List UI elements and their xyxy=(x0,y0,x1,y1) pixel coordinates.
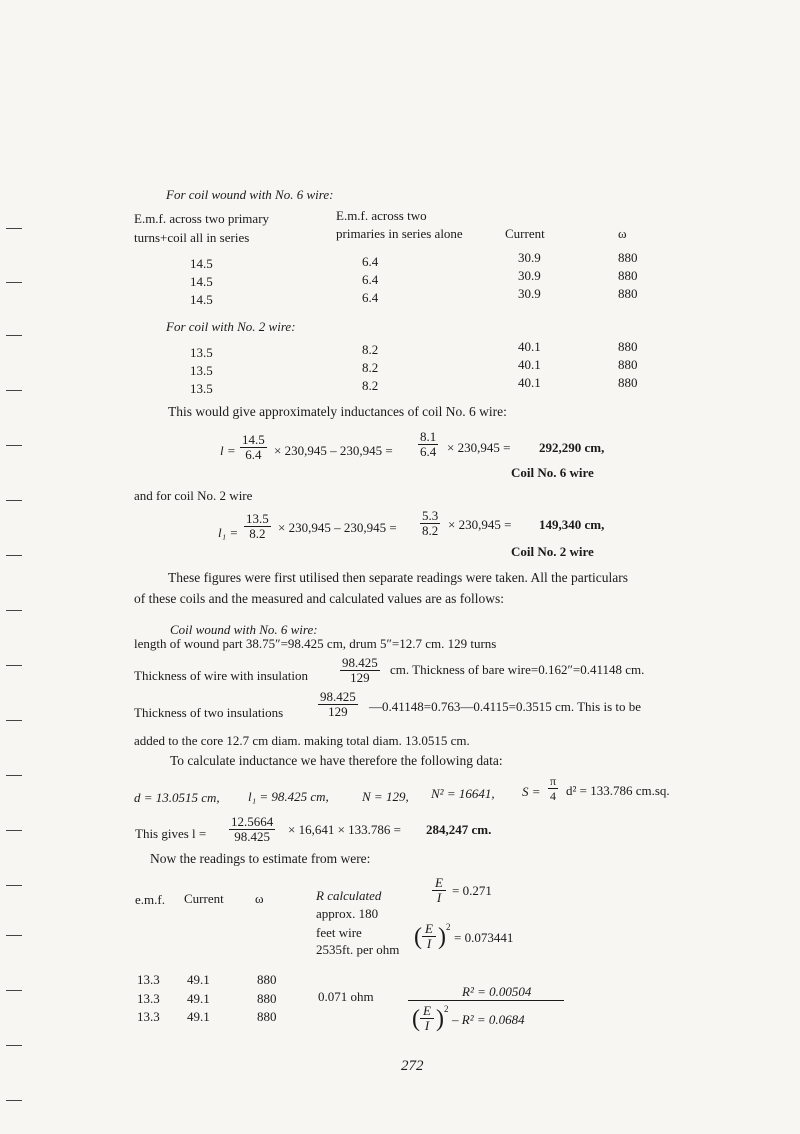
superscript: 2 xyxy=(446,922,451,932)
r-calculated-line: 2535ft. per ohm xyxy=(316,942,400,957)
r-calculated-line: approx. 180 xyxy=(316,906,379,921)
margin-mark xyxy=(6,390,22,391)
superscript: 2 xyxy=(444,1004,449,1014)
section1-heading: For coil wound with No. 6 wire: xyxy=(166,187,334,202)
fraction: $\frac{E}{I}$ xyxy=(422,922,436,951)
margin-mark xyxy=(6,282,22,283)
paragraph-line: To calculate inductance we have therefore the following data: xyxy=(170,753,503,768)
margin-mark xyxy=(6,228,22,229)
paren-left: ( xyxy=(414,924,422,950)
fraction: $\frac{98.425}{129}$ xyxy=(342,655,378,685)
margin-mark xyxy=(6,445,22,446)
paren-left: ( xyxy=(412,1006,420,1032)
col3-header: Current xyxy=(505,226,545,241)
section2-heading: For coil with No. 2 wire: xyxy=(166,319,296,334)
e-over-i-value: = 0.271 xyxy=(452,883,492,898)
coil-heading: Coil wound with No. 6 wire: xyxy=(170,622,318,637)
paragraph-line: These figures were first utilised then separate readings were taken. All the particulars xyxy=(168,570,628,585)
fraction: $\frac{12.5664}{98.425}$ xyxy=(231,814,274,844)
fraction-bar xyxy=(408,1000,564,1001)
fraction: $\frac{E}{I}$ xyxy=(420,1004,434,1033)
fraction: $\frac{\pi}{4}$ xyxy=(550,774,557,803)
e-over-i-squared-value: = 0.073441 xyxy=(454,930,514,945)
col1-header-line1: E.m.f. across two primary xyxy=(134,211,270,226)
diff-value: – R² = 0.0684 xyxy=(452,1012,525,1027)
r-squared: R² = 0.00504 xyxy=(462,984,532,999)
r-calculated-line: feet wire xyxy=(316,925,362,940)
paragraph-line: added to the core 12.7 cm diam. making total diam. 13.0515 cm. xyxy=(134,733,470,748)
fraction: $\frac{E}{I}$ xyxy=(432,876,446,905)
col2-header-line1: E.m.f. across two xyxy=(336,208,427,223)
col4-header: ω xyxy=(618,226,627,241)
ohm-value: 0.071 ohm xyxy=(318,989,374,1004)
margin-mark xyxy=(6,555,22,556)
r-calculated-line: R calculated xyxy=(316,888,382,903)
paren-right: ) xyxy=(438,924,446,950)
margin-mark xyxy=(6,335,22,336)
margin-mark xyxy=(6,665,22,666)
col-header-current: Current xyxy=(184,891,224,906)
col2-header-line2: primaries in series alone xyxy=(336,226,463,241)
margin-mark xyxy=(6,935,22,936)
margin-mark xyxy=(6,775,22,776)
paragraph: and for coil No. 2 wire xyxy=(134,488,253,503)
paren-right: ) xyxy=(436,1006,444,1032)
fraction: $\frac{13.5}{8.2}$ xyxy=(246,511,269,541)
paragraph-line: of these coils and the measured and calculated values are as follows: xyxy=(134,591,504,606)
fraction: $\frac{98.425}{129}$ xyxy=(320,689,356,719)
margin-mark xyxy=(6,885,22,886)
margin-mark xyxy=(6,500,22,501)
paragraph: This would give approximately inductances of coil No. 6 wire: xyxy=(168,404,507,419)
fraction: $\frac{14.5}{6.4}$ xyxy=(242,432,265,462)
col-header-emf: e.m.f. xyxy=(135,892,165,907)
margin-mark xyxy=(6,720,22,721)
equation-caption: Coil No. 6 wire xyxy=(511,465,594,480)
margin-mark xyxy=(6,830,22,831)
page-number: 272 xyxy=(401,1058,424,1074)
paragraph-line: Now the readings to estimate from were: xyxy=(150,851,371,866)
fraction: $\frac{5.3}{8.2}$ xyxy=(422,508,439,538)
margin-mark xyxy=(6,610,22,611)
col-header-omega: ω xyxy=(255,891,264,906)
margin-mark xyxy=(6,1045,22,1046)
margin-mark xyxy=(6,1100,22,1101)
fraction: $\frac{8.1}{6.4}$ xyxy=(420,429,437,459)
paragraph-line: length of wound part 38.75″=98.425 cm, drum 5″=12.7 cm. 129 turns xyxy=(134,636,497,651)
col1-header-line2: turns+coil all in series xyxy=(134,230,250,245)
equation-caption: Coil No. 2 wire xyxy=(511,544,594,559)
margin-mark xyxy=(6,990,22,991)
